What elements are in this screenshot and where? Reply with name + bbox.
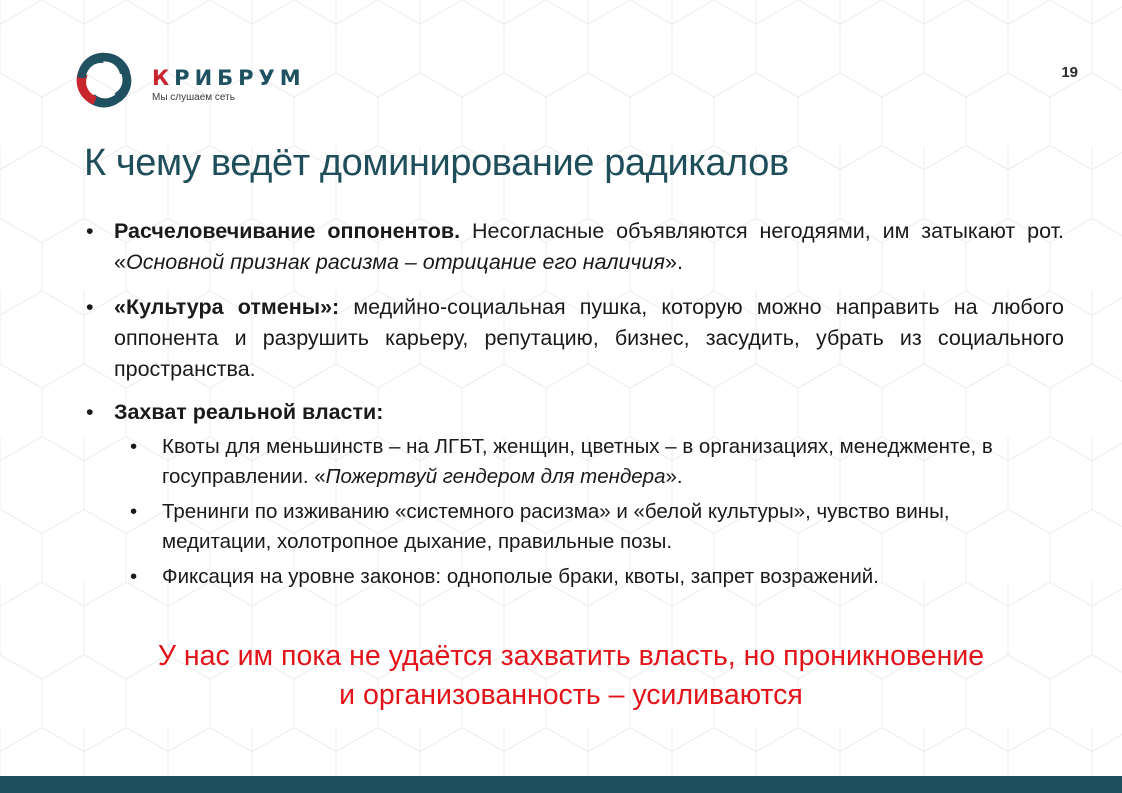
slide-title: К чему ведёт доминирование радикалов bbox=[84, 142, 789, 184]
logo-wordmark bbox=[152, 66, 306, 90]
bullet-heading: Расчеловечивание оппонентов. bbox=[114, 219, 461, 243]
logo-wordmark-rest: РИБРУМ bbox=[174, 66, 306, 90]
bullet-heading: «Культура отмены»: bbox=[114, 295, 340, 319]
bullet-list bbox=[84, 216, 1064, 598]
bullet-text: медийно-социальная пушка, которую можно направить на любого оппонента и разрушить карьеру, репутацию, бизнес, засудить, убрать из социального пространства. bbox=[114, 295, 1064, 381]
bullet-text-tail: ». bbox=[665, 250, 683, 274]
sub-bullet-trainings: • Тренинги по изживанию «системного расизма» и «белой культуры», чувство вины, медитации, холотропное дыхание, правильные позы. bbox=[84, 497, 1064, 556]
sub-bullet-laws: • Фиксация на уровне законов: однополые браки, квоты, запрет возражений. bbox=[84, 562, 1064, 592]
bullet-text: Несогласные объявляются негодяями, им затыкают рот. « bbox=[114, 219, 1065, 274]
page-number: 19 bbox=[1061, 64, 1078, 81]
conclusion-line-2: и организованность – усиливаются bbox=[339, 679, 803, 711]
bullet-item-power-seizure bbox=[84, 397, 1064, 428]
conclusion-statement bbox=[60, 637, 1082, 715]
logo-swirl-icon bbox=[74, 50, 134, 110]
logo-tagline: Мы слушаем сеть bbox=[152, 92, 235, 103]
sub-bullet-text: Квоты для меньшинств – на ЛГБТ, женщин, цветных – в организациях, менеджменте, в госуправлении. « bbox=[162, 435, 993, 488]
sub-bullet-text-tail: ». bbox=[665, 464, 683, 488]
footer-bar bbox=[0, 776, 1122, 793]
bullet-heading: Захват реальной власти: bbox=[114, 400, 384, 424]
sub-bullet-quote: Пожертвуй гендером для тендера bbox=[325, 464, 666, 488]
bullet-item-dehumanization bbox=[84, 216, 1064, 278]
company-logo bbox=[74, 50, 314, 112]
conclusion-line-1: У нас им пока не удаётся захватить власть, но проникновение bbox=[157, 640, 985, 672]
logo-wordmark-first-letter: К bbox=[152, 66, 175, 90]
bullet-item-cancel-culture bbox=[84, 292, 1064, 385]
sub-bullet-quotas bbox=[84, 432, 1064, 491]
bullet-quote: Основной признак расизма – отрицание его наличия bbox=[125, 250, 666, 274]
